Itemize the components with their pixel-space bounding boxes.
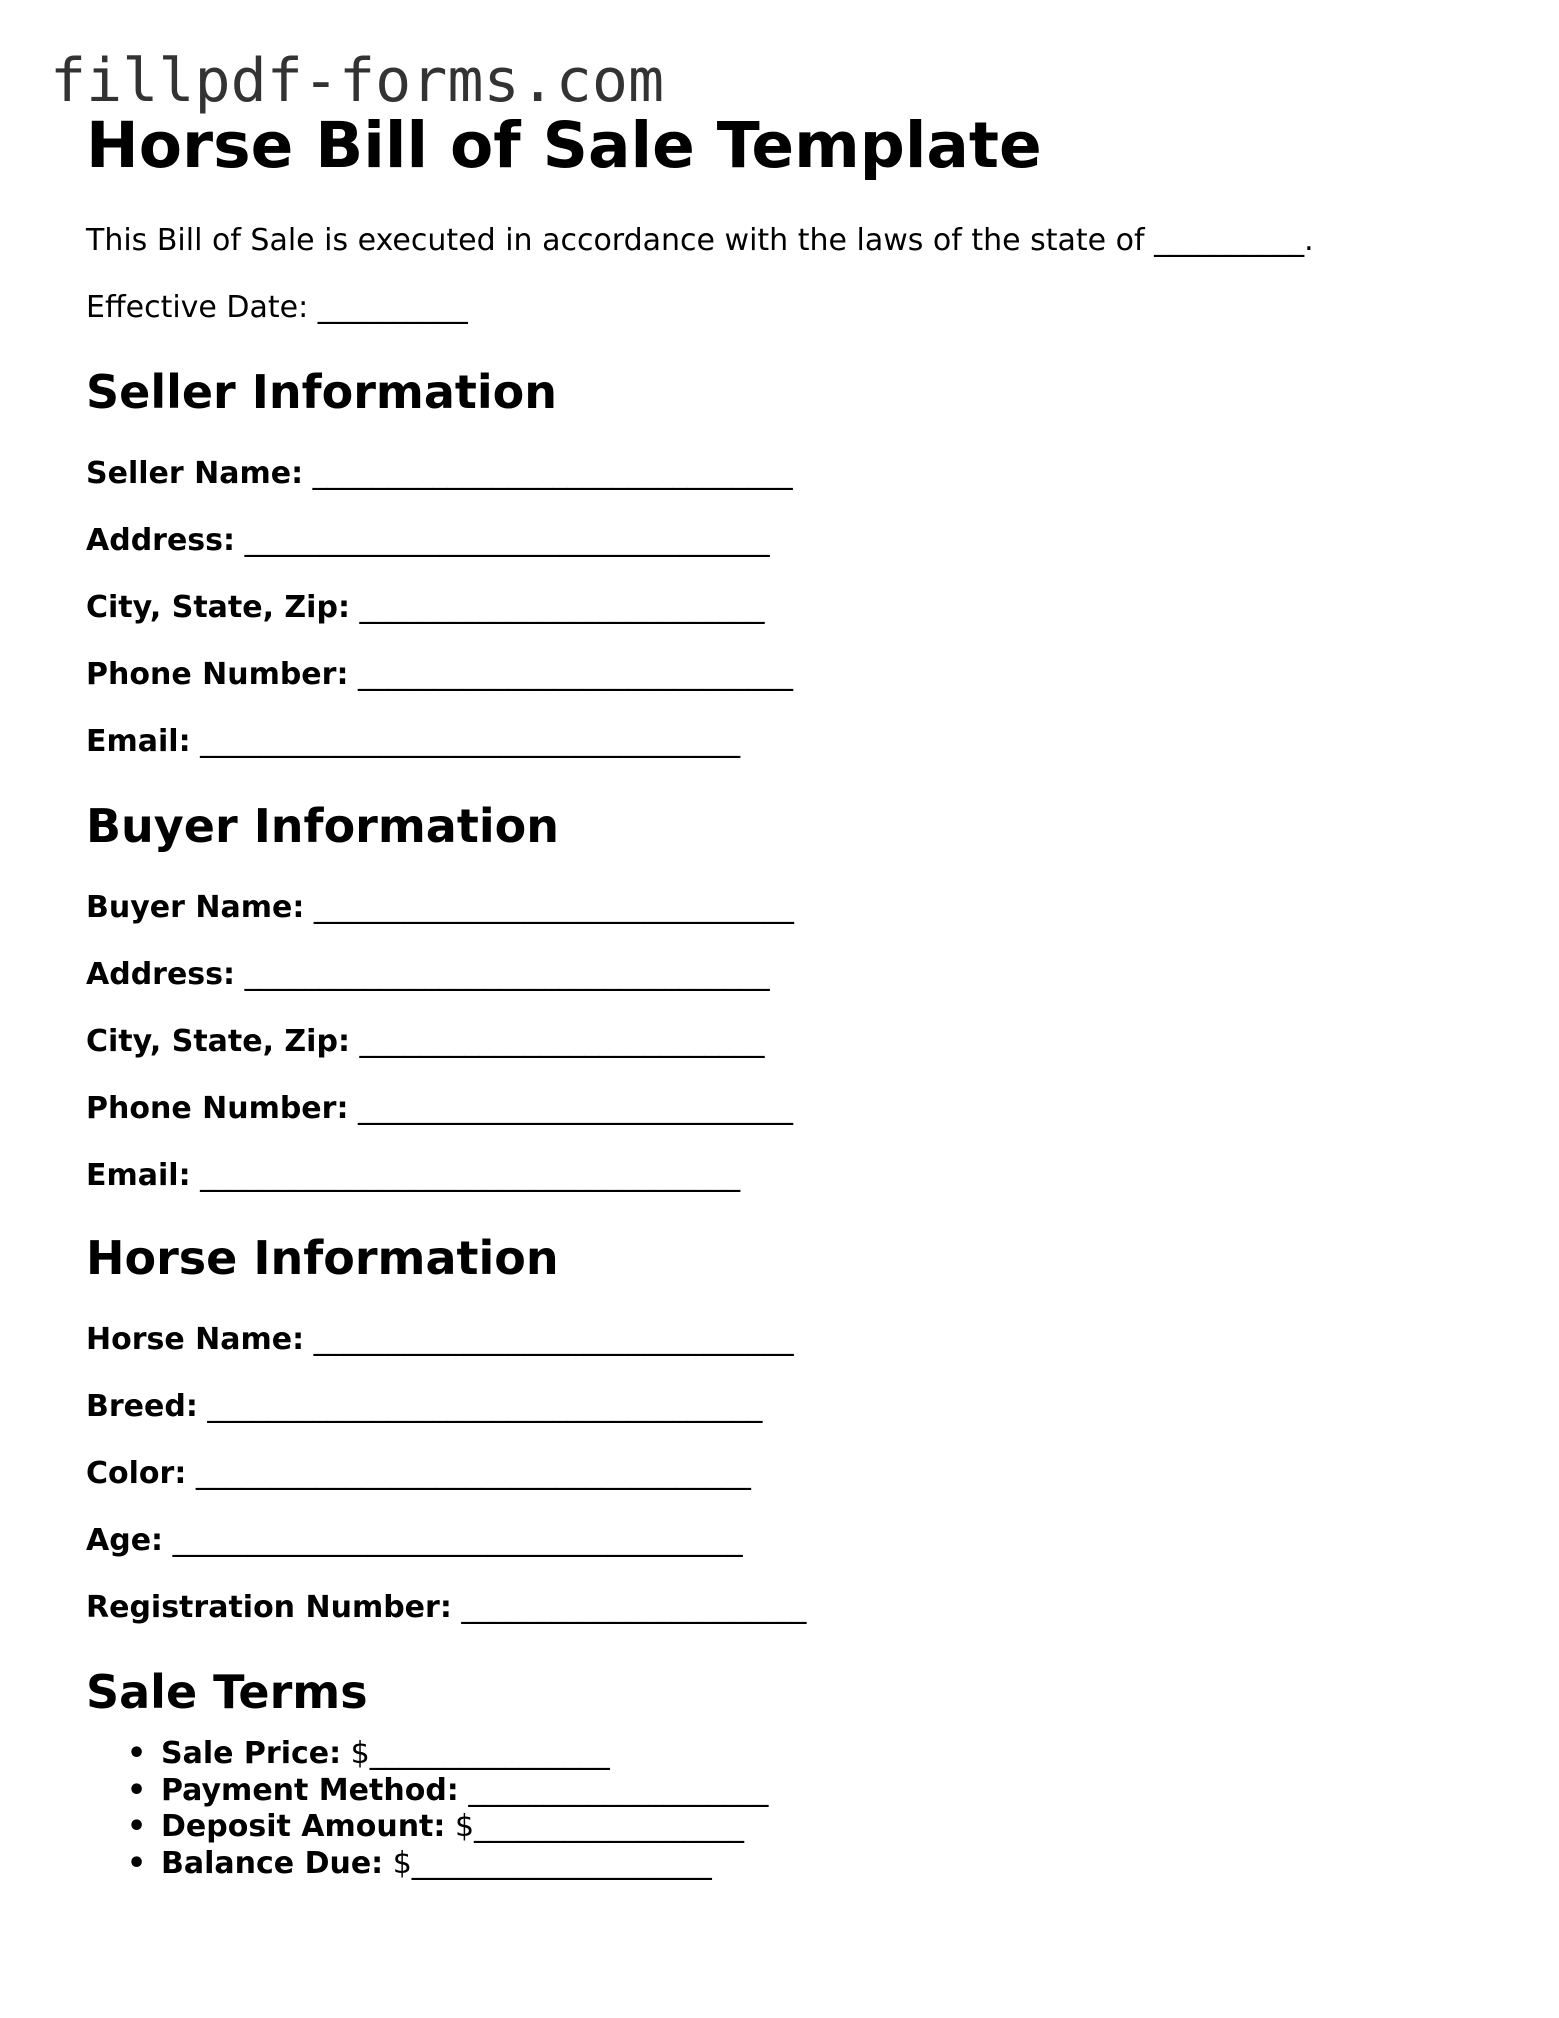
buyer-city-state-zip-blank[interactable]: ___________________________ (349, 1024, 765, 1059)
horse-age-label: Age: (86, 1523, 164, 1558)
horse-name-blank[interactable]: ________________________________ (304, 1322, 794, 1357)
seller-email-field[interactable] (86, 722, 740, 762)
horse-age-field[interactable] (86, 1521, 743, 1561)
bullet-icon: • (127, 1845, 147, 1881)
sale-price-item[interactable] (86, 1736, 768, 1773)
governing-law-statement: This Bill of Sale is executed in accordance with the laws of the state of __________. (86, 223, 1314, 258)
buyer-city-state-zip-label: City, State, Zip: (86, 1024, 350, 1059)
buyer-address-label: Address: (86, 957, 236, 992)
seller-name-label: Seller Name: (86, 456, 304, 491)
seller-phone-label: Phone Number: (86, 657, 349, 692)
sale-price-blank[interactable]: $________________ (341, 1736, 610, 1771)
seller-city-state-zip-label: City, State, Zip: (86, 590, 350, 625)
balance-due-label: Balance Due: (161, 1845, 384, 1881)
buyer-name-label: Buyer Name: (86, 890, 305, 925)
buyer-name-blank[interactable]: ________________________________ (304, 890, 794, 925)
horse-registration-field[interactable] (86, 1588, 806, 1628)
buyer-phone-label: Phone Number: (86, 1091, 349, 1126)
page-title: Horse Bill of Sale Template (86, 109, 1042, 182)
seller-phone-blank[interactable]: _____________________________ (348, 657, 793, 692)
payment-method-label: Payment Method: (161, 1772, 459, 1808)
deposit-amount-item[interactable] (86, 1809, 768, 1846)
horse-breed-label: Breed: (86, 1389, 198, 1424)
horse-name-field[interactable] (86, 1320, 794, 1360)
seller-name-field[interactable] (86, 454, 793, 494)
horse-color-label: Color: (86, 1456, 187, 1491)
bullet-icon: • (127, 1772, 147, 1808)
deposit-amount-label: Deposit Amount: (161, 1809, 446, 1844)
buyer-section-heading: Buyer Information (86, 799, 559, 853)
seller-address-label: Address: (86, 523, 236, 558)
buyer-email-blank[interactable]: ____________________________________ (190, 1158, 741, 1193)
seller-email-blank[interactable]: ____________________________________ (190, 724, 741, 759)
balance-due-blank[interactable]: $____________________ (383, 1845, 712, 1881)
buyer-phone-blank[interactable]: _____________________________ (348, 1091, 793, 1126)
horse-age-blank[interactable]: ______________________________________ (163, 1523, 743, 1558)
watermark: fillpdf-forms.com (50, 46, 665, 116)
seller-name-blank[interactable]: ________________________________ (303, 456, 793, 491)
seller-city-state-zip-blank[interactable]: ___________________________ (349, 590, 765, 625)
buyer-address-field[interactable] (86, 955, 770, 995)
buyer-city-state-zip-field[interactable] (86, 1022, 764, 1062)
sale-terms-section-heading: Sale Terms (86, 1665, 368, 1719)
buyer-email-label: Email: (86, 1158, 191, 1193)
horse-registration-label: Registration Number: (86, 1590, 452, 1625)
horse-breed-field[interactable] (86, 1387, 762, 1427)
sale-terms-list (86, 1736, 768, 1882)
seller-section-heading: Seller Information (86, 365, 558, 419)
payment-method-blank[interactable]: ____________________ (458, 1772, 769, 1808)
buyer-email-field[interactable] (86, 1156, 740, 1196)
seller-city-state-zip-field[interactable] (86, 588, 764, 628)
bullet-icon: • (127, 1736, 147, 1771)
bullet-icon: • (127, 1809, 147, 1844)
buyer-name-field[interactable] (86, 888, 794, 928)
horse-breed-blank[interactable]: _____________________________________ (197, 1389, 763, 1424)
horse-name-label: Horse Name: (86, 1322, 305, 1357)
seller-address-blank[interactable]: ___________________________________ (235, 523, 770, 558)
horse-color-blank[interactable]: _____________________________________ (186, 1456, 751, 1491)
horse-color-field[interactable] (86, 1454, 751, 1494)
balance-due-item[interactable] (86, 1846, 768, 1883)
seller-email-label: Email: (86, 724, 191, 759)
buyer-phone-field[interactable] (86, 1089, 793, 1129)
horse-section-heading: Horse Information (86, 1231, 559, 1285)
effective-date-line: Effective Date: __________ (86, 290, 468, 325)
horse-registration-blank[interactable]: _______________________ (451, 1590, 807, 1625)
seller-phone-field[interactable] (86, 655, 793, 695)
sale-price-label: Sale Price: (161, 1736, 342, 1771)
deposit-amount-blank[interactable]: $__________________ (445, 1809, 745, 1844)
payment-method-item[interactable] (86, 1773, 768, 1810)
seller-address-field[interactable] (86, 521, 770, 561)
buyer-address-blank[interactable]: ___________________________________ (235, 957, 770, 992)
